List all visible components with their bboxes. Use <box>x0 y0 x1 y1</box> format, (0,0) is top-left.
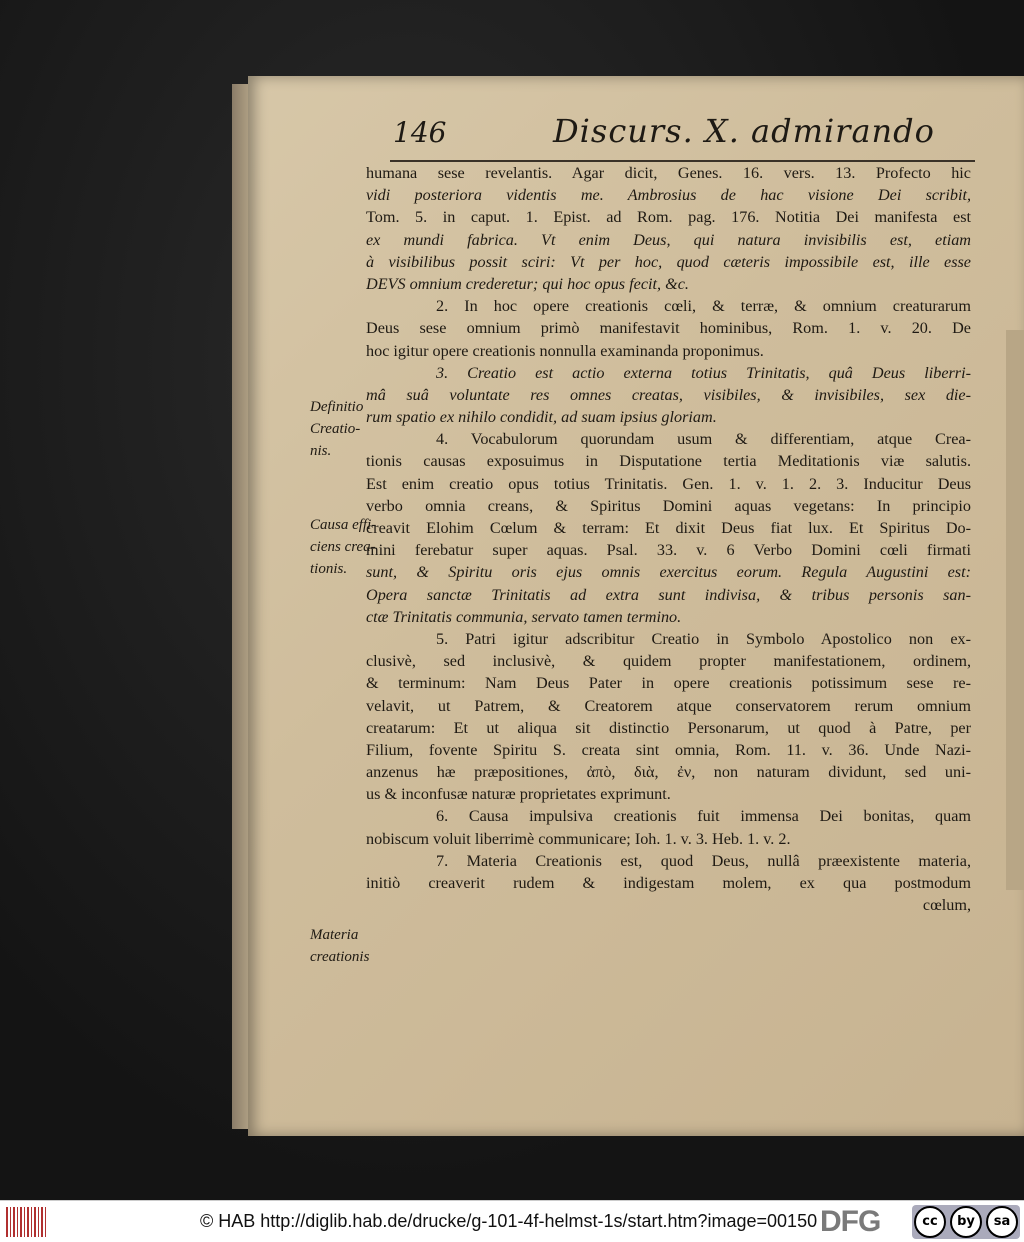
text-line: Filium, fovente Spiritu S. creata sint omnia, Rom. 11. v. 36. Unde Nazi- <box>366 740 971 759</box>
text-line: velavit, ut Patrem, & Creatorem atque conservatorem rerum omnium <box>366 696 971 715</box>
source-credit-link[interactable]: © HAB http://diglib.hab.de/drucke/g-101-4f-helmst-1s/start.htm?image=00150 <box>200 1211 818 1231</box>
text-line: 5. Patri igitur adscribitur Creatio in Symbolo Apostolico non ex- <box>436 629 971 648</box>
text-line: 4. Vocabulorum quorundam usum & differentiam, atque Crea- <box>436 430 971 449</box>
sa-icon: sa <box>986 1206 1018 1238</box>
text-line: DEVS omnium crederetur; qui hoc opus fecit, &c. <box>366 274 689 293</box>
text-line: Tom. 5. in caput. 1. Epist. ad Rom. pag. 176. Notitia Dei manifesta est <box>366 208 971 227</box>
text-line: us & inconfusæ naturæ proprietates exprimunt. <box>366 785 671 804</box>
text-line: hoc igitur opere creationis nonnulla examinanda proponimus. <box>366 341 764 360</box>
text-line: verbo omnia creans, & Spiritus Domini aquas vegetans: In principio <box>366 496 971 515</box>
marginal-note-definitio: Definitio Creatio- nis. <box>310 399 364 459</box>
text-line: tionis causas exposuimus in Disputatione tertia Meditationis viæ salutis. <box>366 452 971 471</box>
cc-license-badge[interactable] <box>912 1205 1020 1239</box>
text-line: clusivè, sed inclusivè, & quidem propter manifestationem, ordinem, <box>366 652 971 671</box>
text-line: mâ suâ voluntate res omnes creatas, visibiles, & invisibiles, sex die- <box>366 385 971 404</box>
cc-icon: cc <box>914 1206 946 1238</box>
adjacent-page-sliver <box>1006 330 1024 890</box>
text-line: mini ferebatur super aquas. Psal. 33. v. 6 Verbo Domini cœli firmati <box>366 541 971 560</box>
text-line: & terminum: Nam Deus Pater in opere creationis potissimum sese re- <box>366 674 971 693</box>
text-line: creavit Elohim Cœlum & terram: Et dixit Deus fiat lux. Et Spiritus Do- <box>366 519 971 537</box>
page-number: 146 <box>393 116 447 149</box>
text-line: humana sese revelantis. Agar dicit, Genes. 16. vers. 13. Profecto hic <box>366 164 971 182</box>
text-line: anzenus hæ præpositiones, ἀπὸ, διὰ, ἐν, non naturam dividunt, sed uni- <box>366 763 971 782</box>
body-text <box>366 162 971 916</box>
text-line: ex mundi fabrica. Vt enim Deus, qui natura invisibilis est, etiam <box>366 230 971 249</box>
running-title: Discurs. X. admirando <box>553 112 935 150</box>
text-line: ctæ Trinitatis communia, servato tamen termino. <box>366 607 682 626</box>
by-icon: by <box>950 1206 982 1238</box>
text-line: 2. In hoc opere creationis cœli, & terræ, & omnium creaturarum <box>436 297 971 316</box>
text-line: sunt, & Spiritu oris ejus omnis exercitus eorum. Regula Augustini est: <box>366 563 971 582</box>
text-line: 7. Materia Creationis est, quod Deus, nullâ præexistente materia, <box>436 851 971 870</box>
marginal-note-materia: Materia creationis <box>310 927 370 965</box>
text-line: creatarum: Et ut aliqua sit distinctio Personarum, ut quod à Patre, per <box>366 718 971 737</box>
text-line: initiò creaverit rudem & indigestam molem, ex qua postmodum <box>366 874 971 892</box>
text-line: à visibilibus possit sciri: Vt per hoc, quod cæteris impossibile est, ille esse <box>366 252 971 271</box>
marginal-note-causa: Causa effi- ciens crea- tionis. <box>310 517 377 577</box>
text-line: Opera sanctæ Trinitatis ad extra sunt indivisa, & tribus personis san- <box>366 585 971 604</box>
viewer-footer <box>0 1200 1024 1242</box>
text-line: 6. Causa impulsiva creationis fuit immensa Dei bonitas, quam <box>436 807 971 826</box>
text-line: rum spatio ex nihilo condidit, ad suam ipsius gloriam. <box>366 408 717 427</box>
text-line: Deus sese omnium primò manifestavit hominibus, Rom. 1. v. 20. De <box>366 319 971 338</box>
hab-barcode-logo[interactable] <box>6 1207 48 1237</box>
text-line: nobiscum voluit liberrimè communicare; Ioh. 1. v. 3. Heb. 1. v. 2. <box>366 829 791 848</box>
dfg-logo[interactable]: DFG <box>820 1205 881 1238</box>
text-line: 3. Creatio est actio externa totius Trinitatis, quâ Deus liberri- <box>436 363 971 382</box>
catchword: cœlum, <box>922 896 971 915</box>
page-header <box>393 112 973 150</box>
book-page <box>248 76 1024 1136</box>
text-line: vidi posteriora videntis me. Ambrosius de hac visione Dei scribit, <box>366 186 971 205</box>
text-line: Est enim creatio opus totius Trinitatis. Gen. 1. v. 1. 2. 3. Inducitur Deus <box>366 474 971 493</box>
